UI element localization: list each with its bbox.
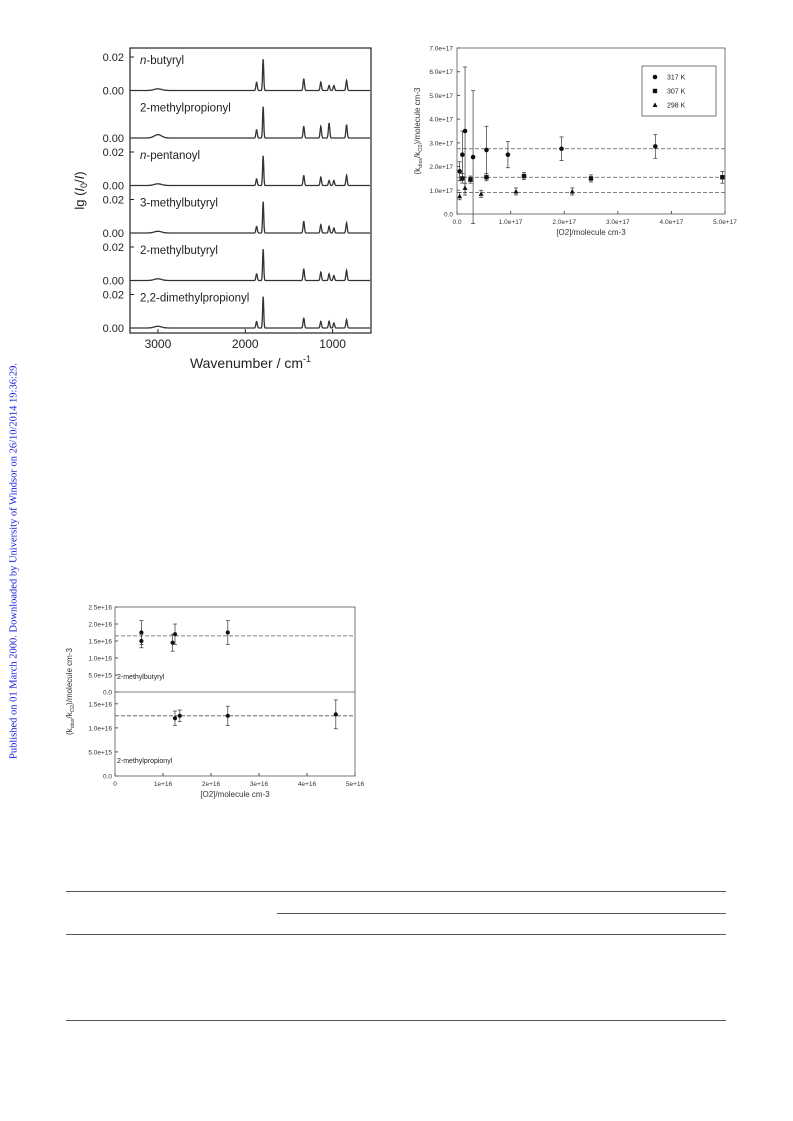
legend-label: 298 K — [667, 102, 686, 110]
x-tick-label: 1.0e+17 — [498, 219, 523, 226]
data-point — [178, 714, 182, 718]
ir-spectra-figure — [70, 40, 380, 375]
data-point — [513, 189, 518, 194]
y-tick-label: 0.0 — [102, 773, 112, 781]
panel-label: n-pentanoyl — [140, 150, 201, 162]
y-tick-label: 0.02 — [102, 52, 124, 64]
data-point — [226, 714, 230, 718]
plot-frame — [115, 607, 355, 776]
y-axis-label: $\lg (I_0/I)$ — [72, 171, 89, 210]
y-tick-label: 7.0e+17 — [429, 45, 453, 53]
y-tick-label: 1.0e+16 — [88, 655, 112, 663]
data-point — [173, 716, 177, 720]
y-tick-label: 1.0e+16 — [88, 725, 112, 733]
data-point — [226, 630, 230, 634]
x-tick-label: 3e+16 — [249, 781, 269, 788]
panel-label: 2-methylbutyryl — [117, 674, 165, 681]
data-point — [484, 175, 488, 179]
x-tick-label: 4e+16 — [297, 781, 317, 788]
y-tick-label: 2.5e+16 — [88, 604, 112, 612]
x-tick-label: 2.0e+17 — [552, 219, 577, 226]
y-tick-label: 1.0e+17 — [429, 187, 453, 195]
y-tick-label: 5.0e+15 — [88, 749, 112, 757]
x-tick-label: 2000 — [231, 337, 259, 351]
data-point — [171, 641, 175, 645]
y-tick-label: 0.0 — [102, 689, 112, 697]
legend-label: 307 K — [667, 88, 686, 96]
y-tick-label: 0.00 — [102, 180, 124, 193]
y-tick-label: 1.5e+16 — [88, 701, 112, 709]
panel-label: 2-methylpropionyl — [140, 102, 231, 115]
data-point — [463, 185, 468, 190]
y-tick-label: 4.0e+17 — [429, 116, 453, 124]
data-point — [463, 129, 468, 134]
y-tick-label: 0.00 — [102, 85, 124, 98]
y-tick-label: 2.0e+16 — [88, 621, 112, 629]
temperature-dependence-figure — [410, 42, 737, 242]
x-tick-label: 5e+16 — [345, 781, 365, 788]
data-point — [479, 191, 484, 196]
y-axis-label: $(k_{diss}/k_{O2})$/molecule cm-3 — [413, 87, 424, 175]
y-tick-label: 0.02 — [102, 242, 124, 254]
y-tick-label: 0.02 — [102, 147, 124, 159]
y-tick-label: 1.5e+16 — [88, 638, 112, 646]
y-tick-label: 0.00 — [102, 275, 124, 288]
data-point — [653, 144, 658, 149]
y-tick-label: 6.0e+17 — [429, 69, 453, 77]
x-tick-label: 1000 — [319, 337, 346, 351]
data-point — [460, 176, 464, 180]
x-tick-label: 0 — [113, 781, 117, 788]
y-tick-label: 0.00 — [102, 133, 124, 145]
table-mid-rule — [66, 934, 726, 935]
legend-label: 317 K — [667, 74, 686, 82]
data-point — [559, 146, 564, 151]
x-axis-label: [O2]/molecule cm-3 — [200, 790, 270, 799]
panel-label: 2,2-dimethylpropionyl — [140, 292, 250, 305]
two-panel-figure — [62, 600, 365, 820]
x-tick-label: 0.0 — [452, 219, 462, 226]
legend-marker — [653, 75, 658, 80]
data-point — [484, 148, 489, 153]
y-tick-label: 3.0e+17 — [429, 140, 453, 148]
y-tick-label: 2.0e+17 — [429, 164, 453, 172]
data-point — [139, 639, 143, 643]
y-tick-label: 0.00 — [102, 228, 124, 240]
data-point — [460, 152, 465, 157]
data-point — [506, 152, 511, 157]
x-tick-label: 4.0e+17 — [659, 219, 684, 226]
x-tick-label: 1e+16 — [153, 781, 173, 788]
data-point — [570, 189, 575, 194]
data-point — [720, 175, 724, 179]
legend-marker — [653, 89, 657, 93]
panel-label: 2-methylpropionyl — [117, 758, 173, 765]
x-tick-label: 2e+16 — [201, 781, 221, 788]
x-axis-label: [O2]/molecule cm-3 — [556, 228, 626, 237]
panel-label: n-butyryl — [140, 55, 185, 67]
y-axis-label: $(k_{diss}/k_{O2})$/molecule cm-3 — [65, 648, 76, 735]
x-tick-label: 3.0e+17 — [605, 219, 630, 226]
y-tick-label: 0.02 — [102, 194, 124, 207]
y-tick-label: 5.0e+15 — [88, 672, 112, 680]
data-point — [457, 169, 462, 174]
y-tick-label: 5.0e+17 — [429, 92, 453, 100]
publication-notice: Published on 01 March 2000. Downloaded by University of Windsor on 26/10/2014 19:36:29. — [8, 362, 20, 760]
panel-label: 2-methylbutyryl — [140, 245, 218, 257]
data-point — [471, 155, 476, 160]
x-axis-label: Wavenumber / $cm^{-1}$ — [189, 354, 312, 371]
y-tick-label: 0.02 — [102, 289, 124, 302]
table-bottom-rule — [66, 1020, 726, 1021]
y-tick-label: 0.00 — [102, 323, 124, 335]
data-point — [457, 194, 462, 199]
data-point — [334, 712, 338, 716]
table-top-rule — [66, 891, 726, 892]
table-header-rule — [277, 913, 726, 914]
x-tick-label: 3000 — [144, 337, 172, 351]
data-point — [468, 177, 472, 181]
panel-label: 3-methylbutyryl — [140, 197, 218, 210]
y-tick-label: 0.0 — [443, 211, 453, 219]
data-point — [522, 174, 526, 178]
data-point — [589, 176, 593, 180]
x-tick-label: 5.0e+17 — [713, 219, 737, 226]
